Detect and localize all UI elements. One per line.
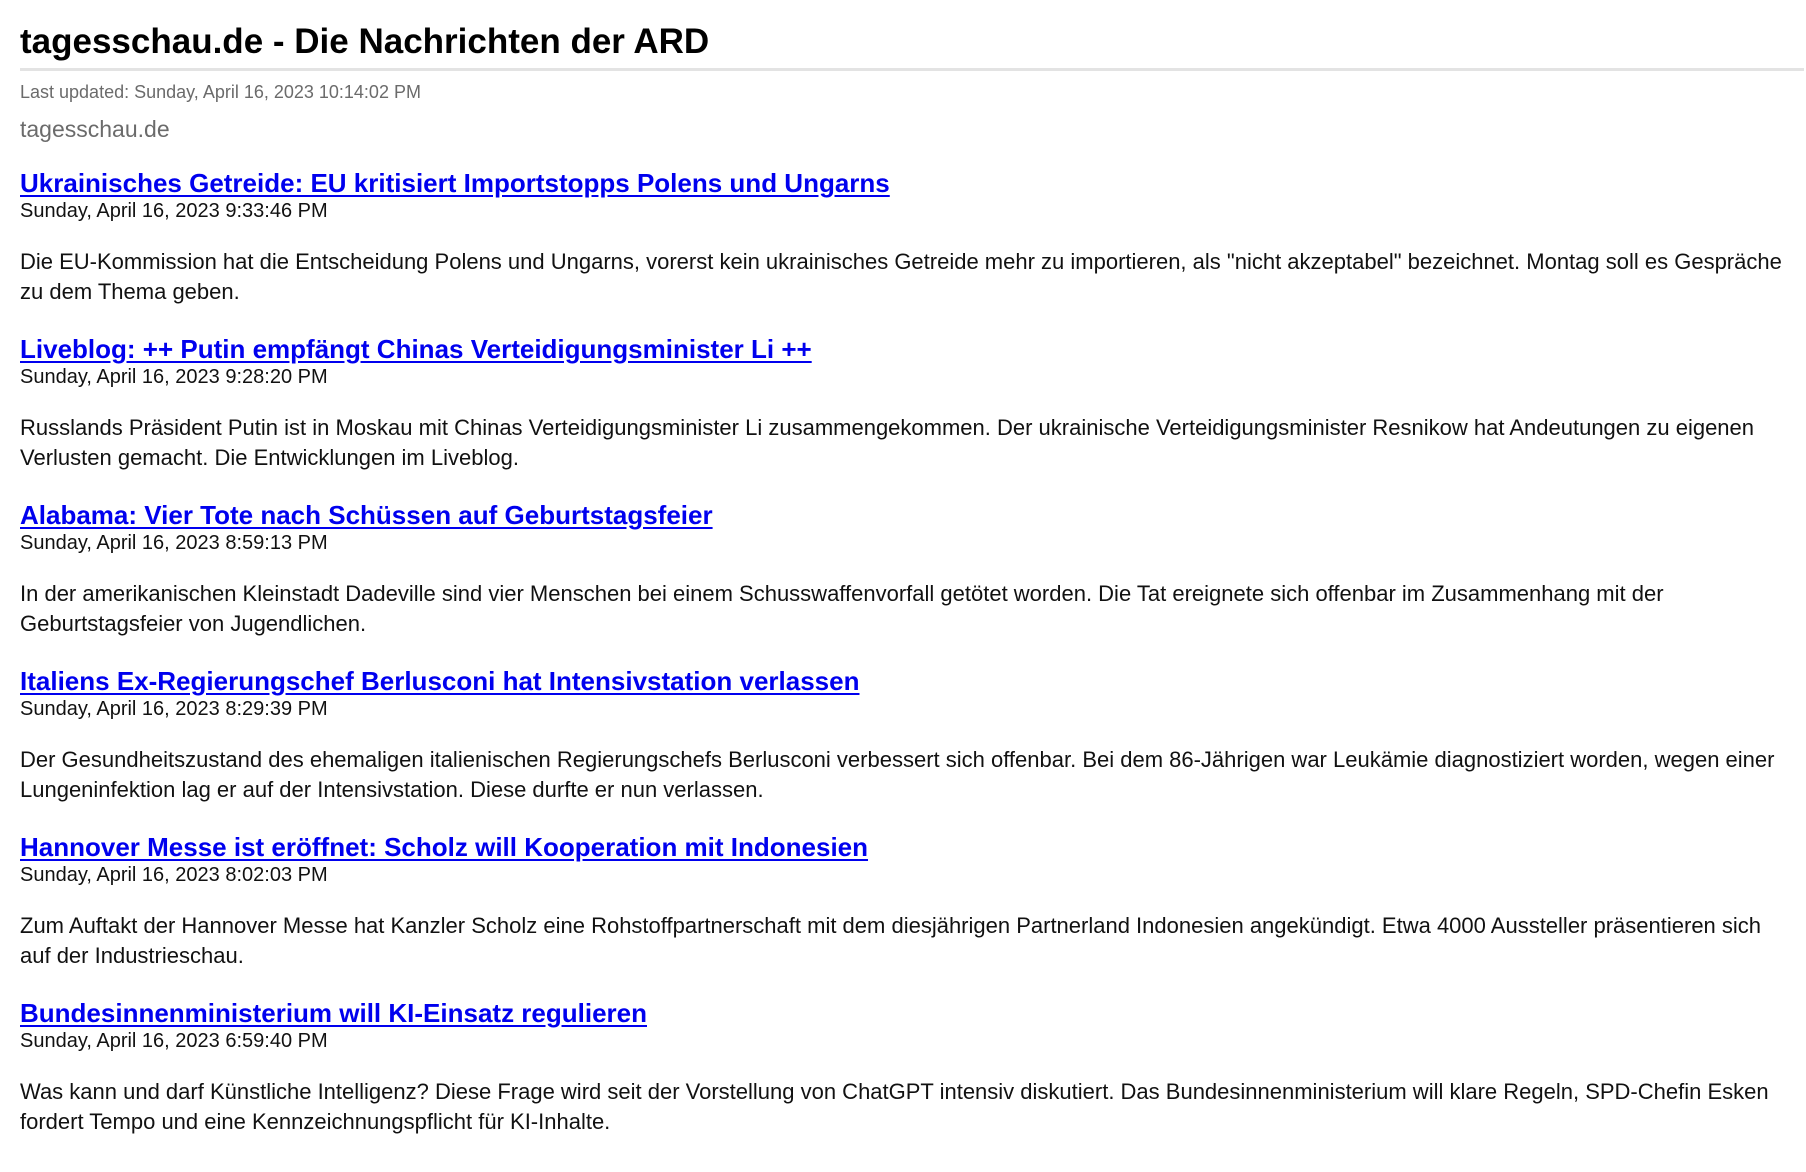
feed-item-list — [20, 167, 1786, 1137]
feed-item-date: Sunday, April 16, 2023 8:29:39 PM — [20, 698, 328, 720]
feed-item — [20, 831, 1786, 971]
feed-item-title-link[interactable]: Alabama: Vier Tote nach Schüssen auf Geburtstagsfeier — [20, 500, 713, 530]
page-title: tagesschau.de - Die Nachrichten der ARD — [20, 22, 710, 61]
site-name: tagesschau.de — [20, 116, 170, 142]
feed-item — [20, 167, 1786, 307]
feed-item-description: In der amerikanischen Kleinstadt Dadeville sind vier Menschen bei einem Schusswaffenvorfall getötet worden. Die Tat ereignete sich offenbar im Zusammenhang mit der Geburtstagsfeier von Jugendlichen. — [20, 581, 1664, 636]
feed-item-date: Sunday, April 16, 2023 9:33:46 PM — [20, 200, 328, 222]
feed-item-description: Was kann und darf Künstliche Intelligenz? Diese Frage wird seit der Vorstellung von ChatGPT intensiv diskutiert. Das Bundesinnenministerium will klare Regeln, SPD-Chefin Esken fordert Tempo und eine Kennzeichnungspflicht für KI-Inhalte. — [20, 1079, 1769, 1134]
feed-item — [20, 997, 1786, 1137]
feed-item — [20, 665, 1786, 805]
feed-item-description: Zum Auftakt der Hannover Messe hat Kanzler Scholz eine Rohstoffpartnerschaft mit dem diesjährigen Partnerland Indonesien angekündigt. Etwa 4000 Aussteller präsentieren sich auf der Industrieschau. — [20, 913, 1762, 968]
feed-item-title-link[interactable]: Ukrainisches Getreide: EU kritisiert Importstopps Polens und Ungarns — [20, 168, 890, 198]
last-updated-text: Last updated: Sunday, April 16, 2023 10:14:02 PM — [20, 82, 421, 102]
feed-item-description: Der Gesundheitszustand des ehemaligen italienischen Regierungschefs Berlusconi verbessert sich offenbar. Bei dem 86-Jährigen war Leukämie diagnostiziert worden, wegen einer Lungeninfektion lag er auf der Intensivstation. Diese durfte er nun verlassen. — [20, 747, 1775, 802]
feed-item — [20, 499, 1786, 639]
feed-item-title-link[interactable]: Bundesinnenministerium will KI-Einsatz regulieren — [20, 998, 647, 1028]
feed-item-date: Sunday, April 16, 2023 8:59:13 PM — [20, 532, 328, 554]
feed-item-description: Russlands Präsident Putin ist in Moskau mit Chinas Verteidigungsminister Li zusammengekommen. Der ukrainische Verteidigungsminister Resnikow hat Andeutungen zu eigenen Verlusten gemacht. Die Entwicklungen im Liveblog. — [20, 415, 1755, 470]
feed-item-title-link[interactable]: Italiens Ex-Regierungschef Berlusconi hat Intensivstation verlassen — [20, 666, 860, 696]
title-divider — [20, 68, 1804, 71]
feed-item — [20, 333, 1786, 473]
feed-item-date: Sunday, April 16, 2023 8:02:03 PM — [20, 864, 328, 886]
feed-item-date: Sunday, April 16, 2023 6:59:40 PM — [20, 1030, 328, 1052]
feed-item-description: Die EU-Kommission hat die Entscheidung Polens und Ungarns, vorerst kein ukrainisches Getreide mehr zu importieren, als "nicht akzeptabel" bezeichnet. Montag soll es Gespräche zu dem Thema geben. — [20, 249, 1782, 304]
feed-item-title-link[interactable]: Hannover Messe ist eröffnet: Scholz will Kooperation mit Indonesien — [20, 832, 869, 862]
feed-item-title-link[interactable]: Liveblog: ++ Putin empfängt Chinas Verteidigungsminister Li ++ — [20, 334, 812, 364]
feed-item-date: Sunday, April 16, 2023 9:28:20 PM — [20, 366, 328, 388]
